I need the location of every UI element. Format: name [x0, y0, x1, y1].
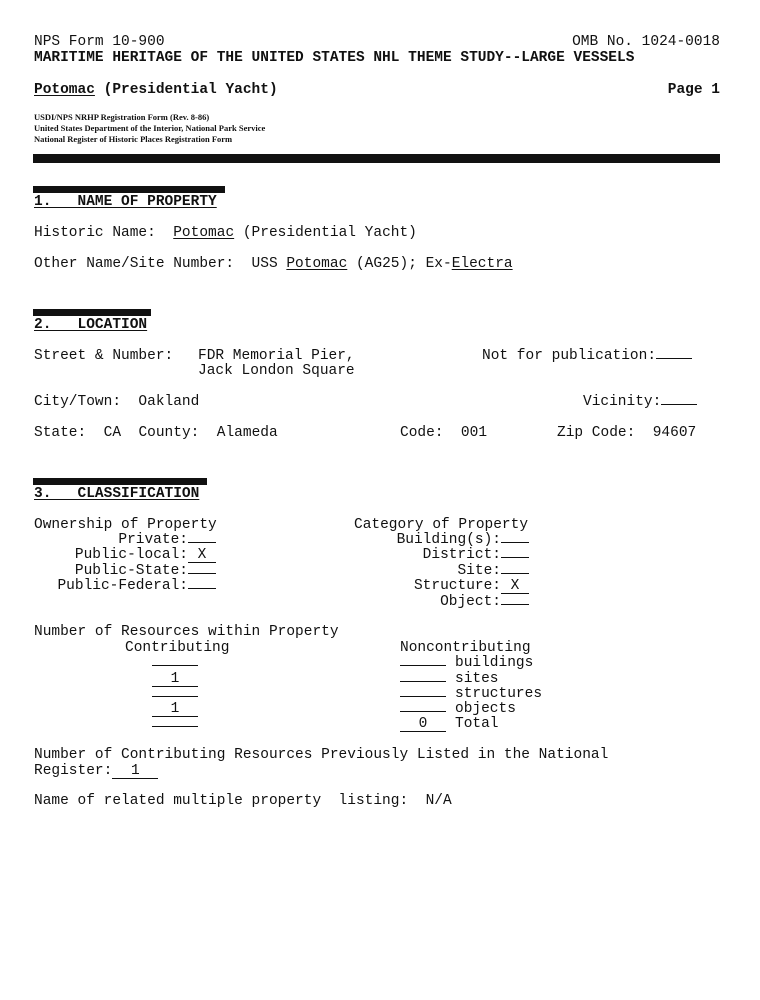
previously-listed-line1: Number of Contributing Resources Previously Listed in the National	[34, 747, 609, 763]
city-row	[34, 394, 199, 410]
vicinity-blank[interactable]	[661, 404, 697, 405]
previously-listed-value[interactable]: 1	[112, 764, 158, 779]
contributing-total[interactable]	[152, 726, 198, 727]
ownership-public-federal-mark[interactable]	[188, 588, 216, 589]
category-building-label: Building(s):	[396, 532, 501, 548]
header-divider	[33, 154, 720, 163]
section2-heading: 2. LOCATION	[34, 317, 148, 333]
noncontributing-structures[interactable]	[400, 696, 446, 697]
resource-type-sites: sites	[455, 671, 499, 687]
resource-type-total: Total	[455, 716, 499, 732]
resource-type-structures: structures	[455, 686, 543, 702]
zip-label: Zip Code:	[557, 425, 636, 441]
other-name-label: Other Name/Site Number:	[34, 256, 235, 272]
noncontributing-total[interactable]: 0	[400, 717, 446, 732]
vicinity	[583, 394, 697, 410]
category-structure-mark[interactable]: X	[501, 579, 529, 594]
other-name-former: Electra	[451, 256, 513, 272]
omb-number: OMB No. 1024-0018	[572, 34, 720, 50]
noncontributing-buildings[interactable]	[400, 665, 446, 666]
ownership-public-local-label: Public-local:	[74, 547, 188, 563]
historic-name-label: Historic Name:	[34, 225, 156, 241]
state-value: CA	[103, 425, 122, 441]
not-for-pub-blank[interactable]	[656, 358, 692, 359]
multiple-listing-value: N/A	[425, 793, 452, 809]
category-site-label: Site:	[457, 563, 501, 579]
historic-name-rest: (Presidential Yacht)	[242, 225, 417, 241]
category-site-mark[interactable]	[501, 573, 529, 574]
section2-bar	[33, 309, 151, 316]
category-structure-label: Structure:	[413, 578, 501, 594]
historic-name-row	[34, 225, 417, 241]
other-name-value: Potomac	[286, 256, 348, 272]
category-title: Category of Property	[354, 517, 529, 533]
street-line-1: FDR Memorial Pier,	[198, 348, 355, 364]
section3-heading: 3. CLASSIFICATION	[34, 486, 200, 502]
vessel-name: Potomac	[34, 82, 95, 98]
agency-line-3: National Register of Historic Places Registration Form	[34, 134, 233, 144]
multiple-listing-label: Name of related multiple property listing:	[34, 793, 409, 809]
study-title: MARITIME HERITAGE OF THE UNITED STATES NHL THEME STUDY--LARGE VESSELS	[34, 50, 635, 66]
vessel-qualifier: (Presidential Yacht)	[103, 82, 278, 98]
noncontributing-sites[interactable]	[400, 681, 446, 682]
previously-listed-row	[34, 763, 158, 779]
vessel-title	[34, 82, 278, 98]
category-building-mark[interactable]	[501, 542, 529, 543]
vicinity-label: Vicinity:	[583, 394, 662, 410]
resource-type-buildings: buildings	[455, 655, 534, 671]
ownership-public-local-mark[interactable]: X	[188, 548, 216, 563]
other-name-row	[34, 256, 513, 272]
ownership-title: Ownership of Property	[34, 517, 217, 533]
agency-line-1: USDI/NPS NRHP Registration Form (Rev. 8-86)	[34, 112, 210, 122]
noncontributing-label: Noncontributing	[400, 640, 531, 656]
other-name-mid: (AG25); Ex-	[355, 256, 452, 272]
category-district-label: District:	[422, 547, 501, 563]
other-name-prefix: USS	[251, 256, 278, 272]
city-label: City/Town:	[34, 394, 122, 410]
resource-type-objects: objects	[455, 701, 516, 717]
zip-row	[557, 425, 696, 441]
code-label: Code:	[400, 425, 444, 441]
code-value: 001	[460, 425, 488, 441]
resources-title: Number of Resources within Property	[34, 624, 339, 640]
category-object-mark[interactable]	[501, 604, 529, 605]
ownership-public-state-mark[interactable]	[188, 573, 216, 574]
not-for-publication	[482, 348, 692, 364]
page-label: Page 1	[667, 82, 720, 98]
form-number: NPS Form 10-900	[34, 34, 165, 50]
ownership-private-mark[interactable]	[188, 542, 216, 543]
contributing-structures[interactable]	[152, 696, 198, 697]
historic-name-value: Potomac	[173, 225, 235, 241]
contributing-buildings[interactable]	[152, 665, 198, 666]
street-label: Street & Number:	[34, 348, 174, 364]
contributing-objects[interactable]: 1	[152, 702, 198, 717]
state-row	[34, 425, 278, 441]
ownership-private-label: Private:	[118, 532, 188, 548]
ownership-public-state-label: Public-State:	[74, 563, 188, 579]
contributing-label: Contributing	[125, 640, 230, 656]
ownership-public-federal-label: Public-Federal:	[57, 578, 188, 594]
section3-bar	[33, 478, 207, 485]
not-for-pub-label: Not for publication:	[482, 348, 657, 364]
section1-heading: 1. NAME OF PROPERTY	[34, 194, 217, 210]
street-line-2: Jack London Square	[198, 363, 355, 379]
zip-value: 94607	[652, 425, 697, 441]
section1-bar	[33, 186, 225, 193]
category-object-label: Object:	[440, 594, 501, 610]
previously-listed-label: Register:	[34, 763, 113, 779]
state-label: State:	[34, 425, 87, 441]
category-district-mark[interactable]	[501, 557, 529, 558]
city-value: Oakland	[138, 394, 200, 410]
code-row	[400, 425, 487, 441]
contributing-sites[interactable]: 1	[152, 672, 198, 687]
noncontributing-objects[interactable]	[400, 711, 446, 712]
county-label: County:	[138, 425, 200, 441]
multiple-listing-row	[34, 793, 452, 809]
agency-line-2: United States Department of the Interior, National Park Service	[34, 123, 266, 133]
county-value: Alameda	[216, 425, 278, 441]
